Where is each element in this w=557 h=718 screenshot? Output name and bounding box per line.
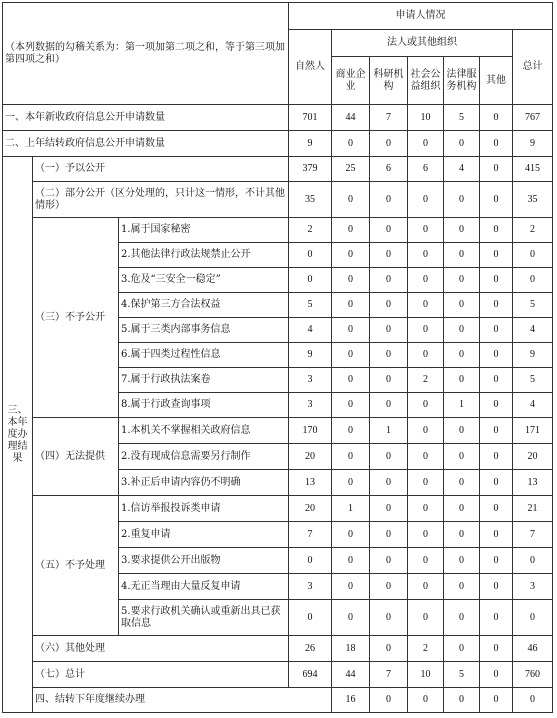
cell-value: 0 xyxy=(444,131,480,157)
table-row xyxy=(3,131,553,157)
cell-value: 3 xyxy=(289,574,332,600)
header-note: （本列数据的勾稽关系为：第一项加第二项之和，等于第三项加第四项之和） xyxy=(3,3,289,105)
applicant-situation-header: 申请人情况 xyxy=(289,3,553,30)
cell-value: 0 xyxy=(370,131,408,157)
cell-value: 0 xyxy=(480,574,513,600)
cell-value: 0 xyxy=(370,574,408,600)
cell-value: 0 xyxy=(370,318,408,343)
cell-value: 16 xyxy=(332,688,370,713)
cell-value: 0 xyxy=(408,522,444,548)
cell-value: 0 xyxy=(480,522,513,548)
cell-value: 0 xyxy=(370,600,408,636)
cell-value: 20 xyxy=(289,496,332,522)
cell-value: 0 xyxy=(289,600,332,636)
cell-value: 0 xyxy=(480,444,513,470)
cell-value: 1 xyxy=(370,418,408,444)
social-welfare-header: 社会公益组织 xyxy=(408,57,444,105)
cell-value: 0 xyxy=(408,600,444,636)
cell-value: 415 xyxy=(513,157,553,182)
cell-value: 0 xyxy=(480,157,513,182)
cell-value: 2 xyxy=(289,218,332,243)
cell-value: 0 xyxy=(370,496,408,522)
cell-value: 20 xyxy=(289,444,332,470)
cell-value: 0 xyxy=(408,131,444,157)
cell-value: 0 xyxy=(332,393,370,418)
cell-value: 0 xyxy=(444,548,480,574)
cell-value: 18 xyxy=(332,636,370,662)
cell-value: 9 xyxy=(289,131,332,157)
cell-value: 2 xyxy=(513,218,553,243)
cell-value: 1 xyxy=(332,496,370,522)
natural-person-header: 自然人 xyxy=(289,30,332,105)
row-label: 8.属于行政查询事项 xyxy=(119,393,289,418)
cell-value: 0 xyxy=(370,218,408,243)
cell-value: 0 xyxy=(513,268,553,293)
table-row xyxy=(3,688,553,713)
row-label: 6.属于四类过程性信息 xyxy=(119,343,289,368)
cell-value: 0 xyxy=(408,393,444,418)
cell-value: 5 xyxy=(289,293,332,318)
cell-value: 0 xyxy=(480,131,513,157)
cell-value: 5 xyxy=(444,662,480,688)
cell-value: 13 xyxy=(513,470,553,496)
cell-value: 0 xyxy=(408,444,444,470)
cell-value: 6 xyxy=(408,157,444,182)
cell-value: 0 xyxy=(289,268,332,293)
cell-value: 0 xyxy=(480,343,513,368)
cell-value: 760 xyxy=(513,662,553,688)
legal-group-header: 法人或其他组织 xyxy=(332,30,513,57)
research-institution-header: 科研机构 xyxy=(370,57,408,105)
table-row xyxy=(3,418,553,444)
row-label: 4.无正当理由大量反复申请 xyxy=(119,574,289,600)
row-label: 2.重复申请 xyxy=(119,522,289,548)
cell-value: 0 xyxy=(332,522,370,548)
cell-value: 0 xyxy=(480,393,513,418)
cell-value: 0 xyxy=(408,318,444,343)
cell-value: 0 xyxy=(513,243,553,268)
cell-value: 3 xyxy=(513,574,553,600)
unable-group-label: （四）无法提供 xyxy=(33,418,119,496)
cell-value: 0 xyxy=(370,393,408,418)
cell-value: 0 xyxy=(408,182,444,218)
cell-value: 0 xyxy=(444,688,480,713)
table-row xyxy=(3,218,553,243)
cell-value: 0 xyxy=(408,343,444,368)
row-label: 1.信访举报投诉类申请 xyxy=(119,496,289,522)
cell-value: 7 xyxy=(289,522,332,548)
cell-value: 3 xyxy=(289,393,332,418)
cell-value: 0 xyxy=(444,243,480,268)
row-label: 5.属于三类内部事务信息 xyxy=(119,318,289,343)
cell-value: 35 xyxy=(513,182,553,218)
cell-value: 0 xyxy=(444,470,480,496)
cell-value: 0 xyxy=(480,218,513,243)
row-label: 3.要求提供公开出版物 xyxy=(119,548,289,574)
cell-value: 0 xyxy=(444,318,480,343)
cell-value: 0 xyxy=(408,574,444,600)
cell-value: 5 xyxy=(444,105,480,131)
table-row xyxy=(3,496,553,522)
cell-value: 0 xyxy=(370,243,408,268)
cell-value: 0 xyxy=(332,418,370,444)
cell-value: 0 xyxy=(289,243,332,268)
row-label: （一）予以公开 xyxy=(33,157,289,182)
row-label: 二、上年结转政府信息公开申请数量 xyxy=(3,131,289,157)
cell-value: 0 xyxy=(408,418,444,444)
cell-value: 5 xyxy=(513,293,553,318)
cell-value: 767 xyxy=(513,105,553,131)
cell-value: 0 xyxy=(444,293,480,318)
cell-value: 21 xyxy=(513,496,553,522)
cell-value: 0 xyxy=(289,548,332,574)
cell-value: 0 xyxy=(370,368,408,393)
cell-value: 0 xyxy=(332,131,370,157)
cell-value: 25 xyxy=(332,157,370,182)
cell-value: 171 xyxy=(513,418,553,444)
cell-value: 0 xyxy=(444,268,480,293)
cell-value: 0 xyxy=(408,688,444,713)
cell-value: 0 xyxy=(444,522,480,548)
cell-value: 4 xyxy=(513,393,553,418)
cell-value: 0 xyxy=(332,548,370,574)
cell-value: 2 xyxy=(408,636,444,662)
cell-value: 6 xyxy=(370,157,408,182)
row-label: 4.保护第三方合法权益 xyxy=(119,293,289,318)
cell-value: 0 xyxy=(332,218,370,243)
cell-value: 13 xyxy=(289,470,332,496)
cell-value: 4 xyxy=(289,318,332,343)
cell-value: 0 xyxy=(480,268,513,293)
cell-value: 5 xyxy=(513,368,553,393)
cell-value: 20 xyxy=(513,444,553,470)
cell-value: 0 xyxy=(370,444,408,470)
cell-value: 0 xyxy=(332,293,370,318)
cell-value: 26 xyxy=(289,636,332,662)
table-row xyxy=(3,636,553,662)
cell-value: 10 xyxy=(408,105,444,131)
cell-value: 0 xyxy=(408,293,444,318)
cell-value: 0 xyxy=(480,293,513,318)
cell-value: 0 xyxy=(513,688,553,713)
cell-value: 44 xyxy=(332,662,370,688)
cell-value: 0 xyxy=(480,600,513,636)
cell-value: 0 xyxy=(408,243,444,268)
cell-value: 46 xyxy=(513,636,553,662)
not-open-group-label: （三）不予公开 xyxy=(33,218,119,418)
cell-value: 44 xyxy=(332,105,370,131)
cell-value: 0 xyxy=(370,182,408,218)
row-label: 7.属于行政执法案卷 xyxy=(119,368,289,393)
row-label: 3.危及“三安全一稳定” xyxy=(119,268,289,293)
statistics-table xyxy=(2,2,553,713)
cell-value: 0 xyxy=(480,418,513,444)
row-label: 1.属于国家秘密 xyxy=(119,218,289,243)
legal-service-header: 法律服务机构 xyxy=(444,57,480,105)
cell-value: 0 xyxy=(480,470,513,496)
row-label: 3.补正后申请内容仍不明确 xyxy=(119,470,289,496)
cell-value: 0 xyxy=(370,688,408,713)
cell-value: 0 xyxy=(480,548,513,574)
cell-value: 0 xyxy=(332,368,370,393)
cell-value: 0 xyxy=(408,268,444,293)
cell-value: 7 xyxy=(513,522,553,548)
cell-value: 3 xyxy=(289,368,332,393)
cell-value: 0 xyxy=(408,470,444,496)
cell-value: 0 xyxy=(480,105,513,131)
not-processed-group-label: （五）不予处理 xyxy=(33,496,119,636)
cell-value: 170 xyxy=(289,418,332,444)
section-three-label: 三、本年度办理结果 xyxy=(3,157,33,713)
total-header: 总计 xyxy=(513,30,553,105)
cell-value: 0 xyxy=(480,662,513,688)
cell-value: 0 xyxy=(480,368,513,393)
row-label: 四、结转下年度继续办理 xyxy=(33,688,332,713)
cell-value: 0 xyxy=(444,182,480,218)
cell-value: 0 xyxy=(480,243,513,268)
cell-value: 0 xyxy=(480,688,513,713)
row-label: （二）部分公开（区分处理的，只计这一情形，不计其他情形） xyxy=(33,182,289,218)
cell-value: 0 xyxy=(444,444,480,470)
row-label: 2.其他法律行政法规禁止公开 xyxy=(119,243,289,268)
cell-value: 0 xyxy=(332,243,370,268)
cell-value: 9 xyxy=(289,343,332,368)
cell-value: 0 xyxy=(332,574,370,600)
table-row xyxy=(3,157,553,182)
cell-value: 7 xyxy=(370,105,408,131)
cell-value: 0 xyxy=(444,368,480,393)
cell-value: 0 xyxy=(444,600,480,636)
cell-value: 379 xyxy=(289,157,332,182)
cell-value: 0 xyxy=(332,444,370,470)
cell-value: 0 xyxy=(408,496,444,522)
cell-value: 7 xyxy=(370,662,408,688)
row-label: 一、本年新收政府信息公开申请数量 xyxy=(3,105,289,131)
cell-value: 0 xyxy=(513,548,553,574)
cell-value: 694 xyxy=(289,662,332,688)
cell-value: 10 xyxy=(408,662,444,688)
cell-value: 0 xyxy=(480,636,513,662)
other-header: 其他 xyxy=(480,57,513,105)
cell-value: 0 xyxy=(480,318,513,343)
cell-value: 0 xyxy=(370,343,408,368)
cell-value: 0 xyxy=(480,182,513,218)
cell-value: 0 xyxy=(332,343,370,368)
cell-value: 0 xyxy=(444,496,480,522)
cell-value: 0 xyxy=(480,496,513,522)
cell-value: 9 xyxy=(513,131,553,157)
cell-value: 0 xyxy=(370,548,408,574)
cell-value: 701 xyxy=(289,105,332,131)
cell-value: 0 xyxy=(370,268,408,293)
cell-value: 0 xyxy=(408,218,444,243)
cell-value: 0 xyxy=(444,636,480,662)
row-label: 5.要求行政机关确认或重新出具已获取信息 xyxy=(119,600,289,636)
cell-value: 4 xyxy=(444,157,480,182)
row-label: 1.本机关不掌握相关政府信息 xyxy=(119,418,289,444)
cell-value: 0 xyxy=(370,470,408,496)
cell-value: 0 xyxy=(513,600,553,636)
cell-value: 0 xyxy=(332,318,370,343)
cell-value: 0 xyxy=(332,470,370,496)
cell-value: 35 xyxy=(289,182,332,218)
row-label: 2.没有现成信息需要另行制作 xyxy=(119,444,289,470)
cell-value: 0 xyxy=(370,293,408,318)
row-label: （七）总计 xyxy=(33,662,289,688)
cell-value: 0 xyxy=(332,182,370,218)
cell-value: 0 xyxy=(370,522,408,548)
cell-value: 0 xyxy=(408,548,444,574)
cell-value: 0 xyxy=(332,268,370,293)
cell-value: 4 xyxy=(513,318,553,343)
cell-value: 0 xyxy=(444,418,480,444)
cell-value: 0 xyxy=(370,636,408,662)
table-row xyxy=(3,182,553,218)
table-row xyxy=(3,105,553,131)
cell-value: 9 xyxy=(513,343,553,368)
table-row xyxy=(3,662,553,688)
cell-value: 0 xyxy=(444,574,480,600)
cell-value: 0 xyxy=(332,600,370,636)
cell-value: 1 xyxy=(444,393,480,418)
row-label: （六）其他处理 xyxy=(33,636,289,662)
cell-value: 2 xyxy=(408,368,444,393)
cell-value: 0 xyxy=(444,218,480,243)
commercial-enterprise-header: 商业企业 xyxy=(332,57,370,105)
cell-value: 0 xyxy=(444,343,480,368)
